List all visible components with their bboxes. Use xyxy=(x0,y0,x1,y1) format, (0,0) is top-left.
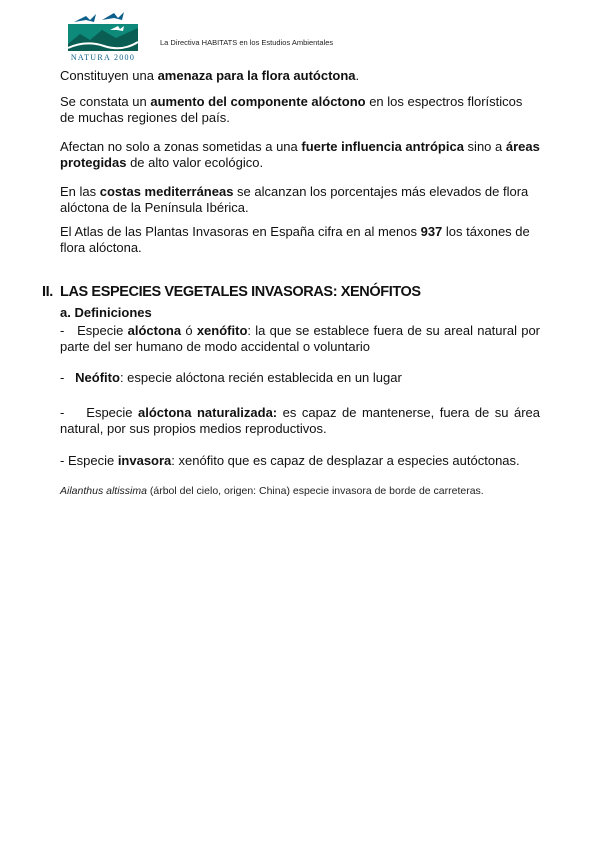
header-title: La Directiva HABITATS en los Estudios Ambientales xyxy=(160,38,334,47)
paragraph-4: En las costas mediterráneas se alcanzan los porcentajes más elevados de flora alóctona de la Península Ibérica. xyxy=(60,184,529,215)
subheading: a. Definiciones xyxy=(60,305,152,320)
paragraph-5: El Atlas de las Plantas Invasoras en España cifra en al menos 937 los táxones de flora alóctona. xyxy=(60,224,530,255)
section-number: II. xyxy=(42,284,53,300)
paragraph-2: Se constata un aumento del componente alóctono en los espectros florísticos de muchas regiones del país. xyxy=(60,94,523,125)
definition-aloctona: - Especie alóctona ó xenófito: la que se establece fuera de su areal natural por parte del ser humano de modo accidental o voluntario xyxy=(60,323,544,354)
definition-invasora: - Especie invasora: xenófito que es capaz de desplazar a especies autóctonas. xyxy=(60,453,520,468)
svg-text:NATURA 2000: NATURA 2000 xyxy=(70,53,136,62)
definition-naturalizada: - Especie alóctona naturalizada: es capaz de mantenerse, fuera de su área natural, por sus propios medios reproductivos. xyxy=(60,405,544,436)
natura-2000-logo xyxy=(66,10,140,62)
section-heading xyxy=(42,284,421,300)
definition-neofito: - Neófito: especie alóctona recién establecida en un lugar xyxy=(60,370,402,385)
paragraph-3: Afectan no solo a zonas sometidas a una fuerte influencia antrópica sino a áreas protegidas de alto valor ecológico. xyxy=(60,139,540,170)
paragraph-1: Constituyen una amenaza para la flora autóctona. xyxy=(60,68,360,83)
image-caption xyxy=(60,485,484,497)
caption-species-name: Ailanthus altissima xyxy=(60,485,147,497)
caption-text: (árbol del cielo, origen: China) especie invasora de borde de carreteras. xyxy=(146,485,484,497)
section-title: LAS ESPECIES VEGETALES INVASORAS: XENÓFITOS xyxy=(60,284,421,300)
